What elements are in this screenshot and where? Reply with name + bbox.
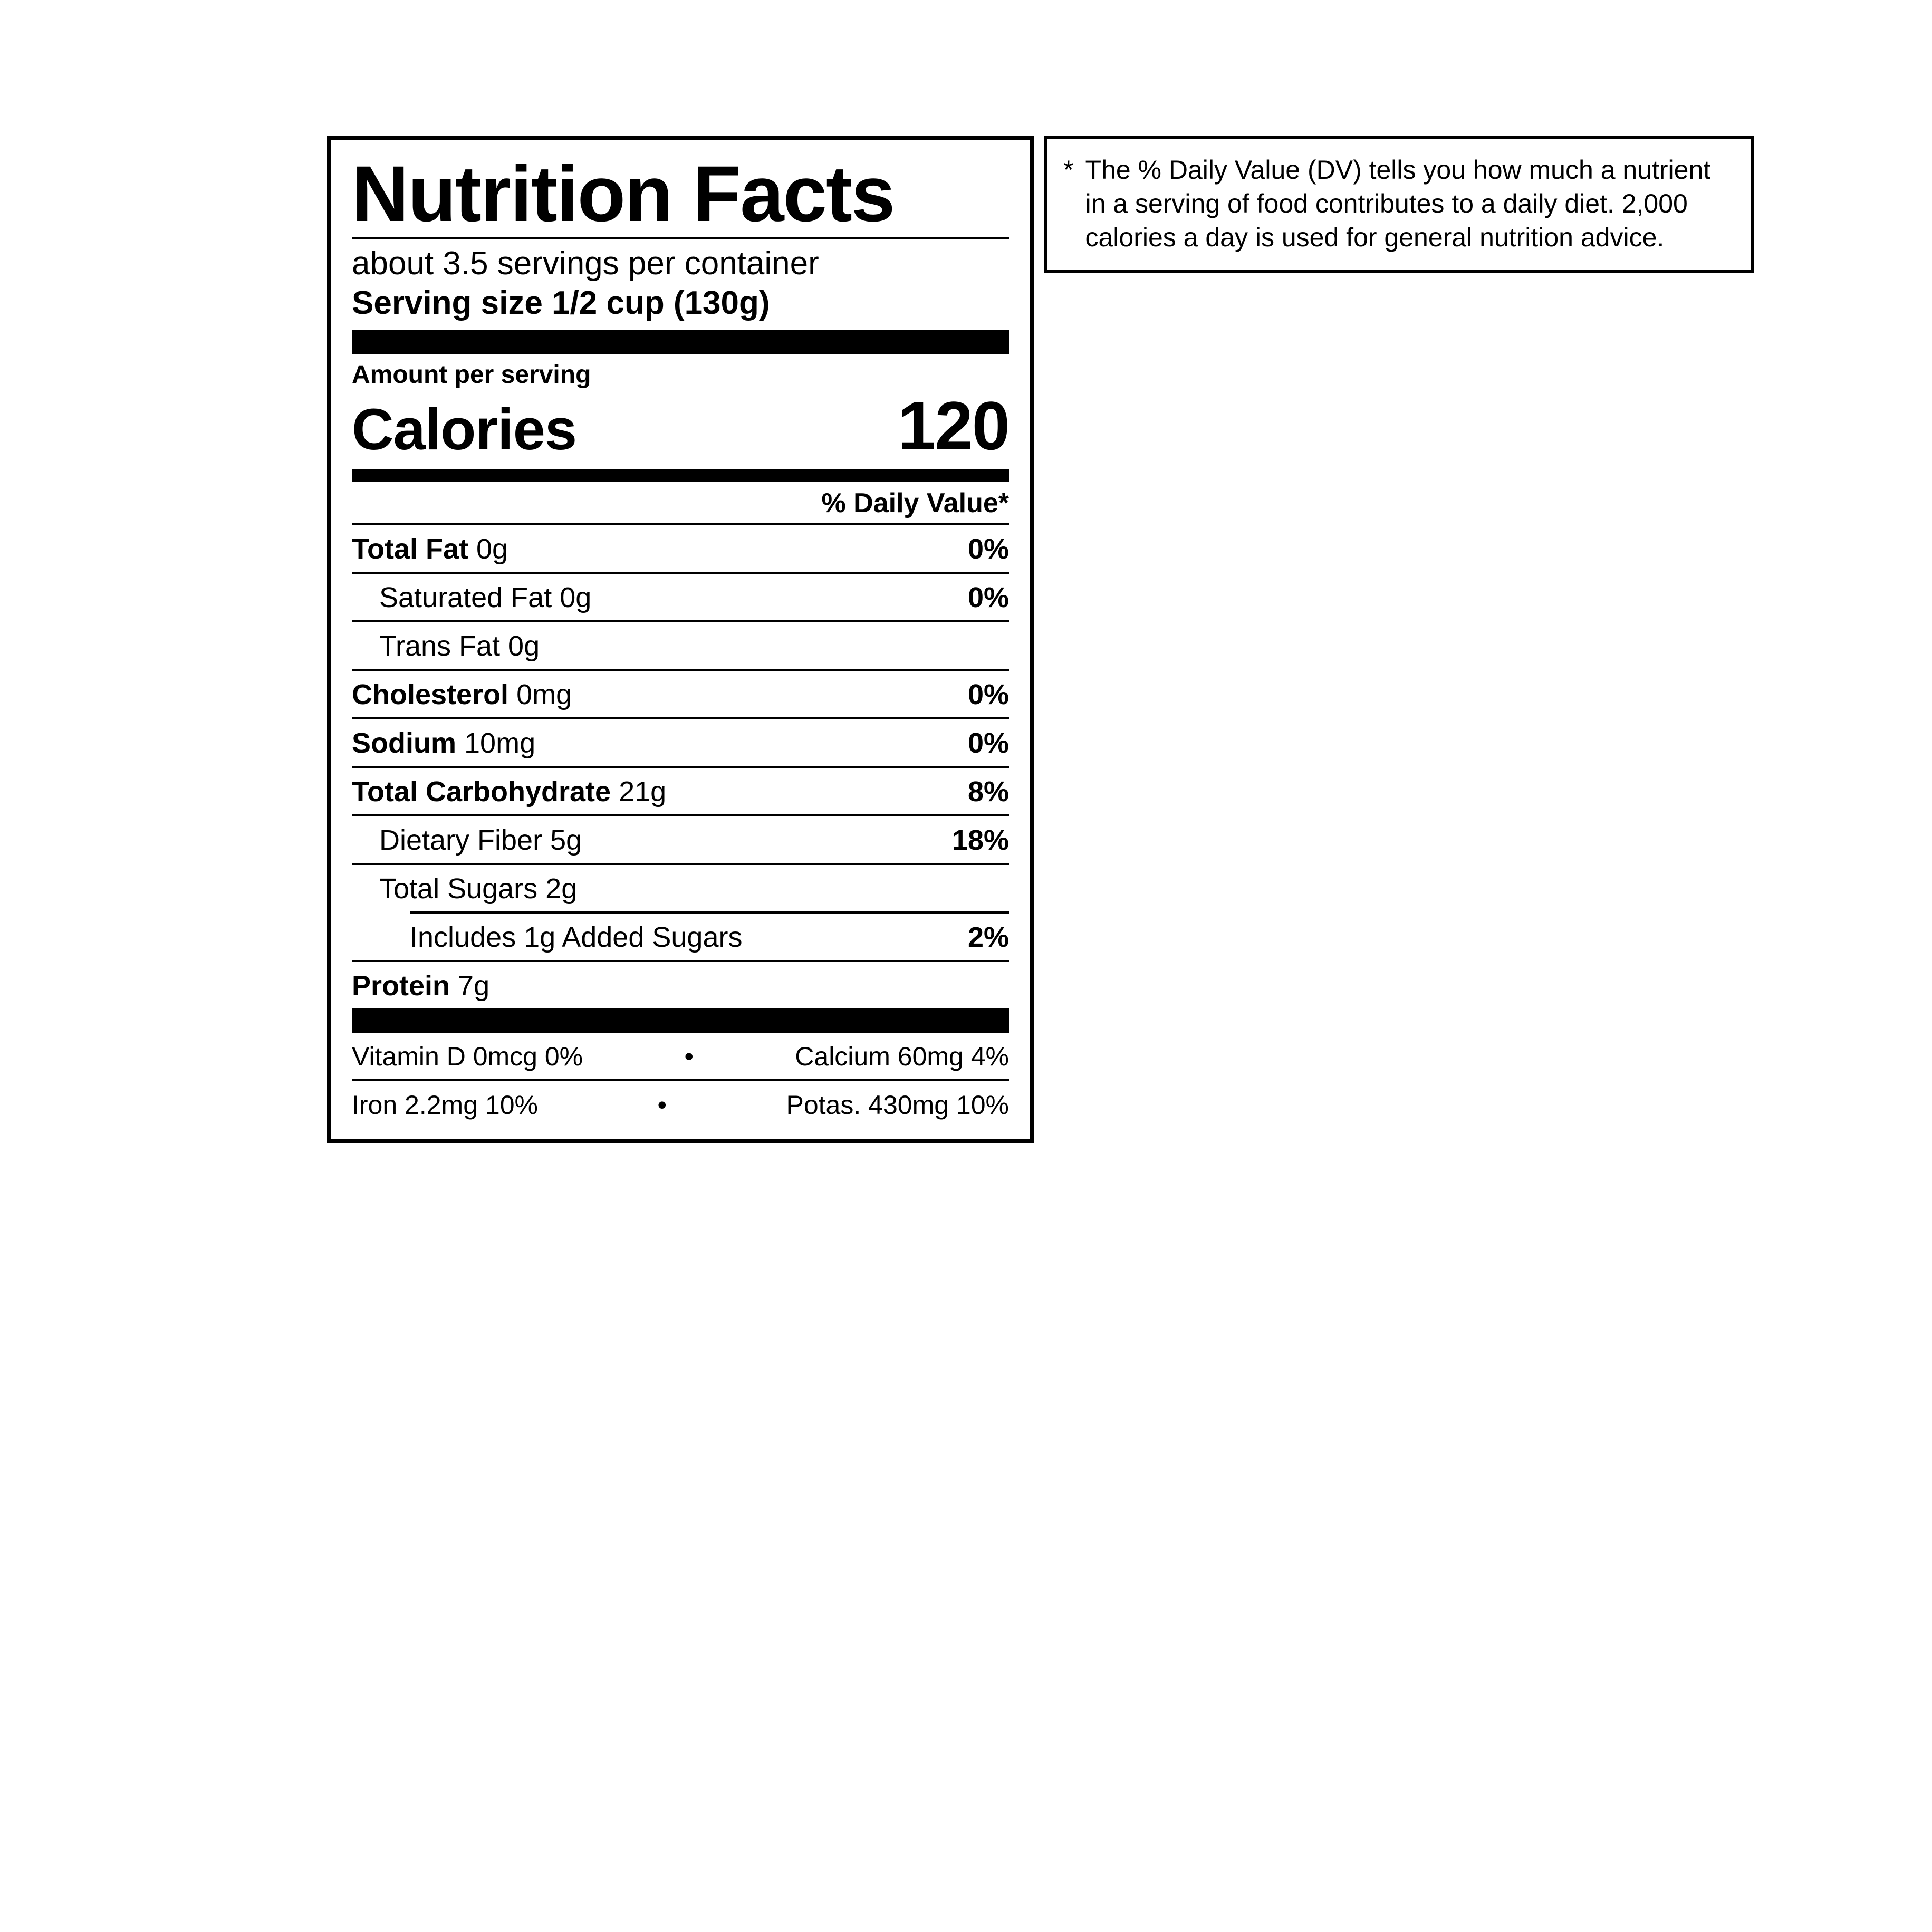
- nutrient-label-saturated-fat: Saturated Fat 0g: [379, 581, 592, 613]
- serving-size: Serving size 1/2 cup (130g): [352, 285, 770, 322]
- divider-thick-top: [352, 330, 1009, 354]
- footnote-asterisk: *: [1063, 155, 1074, 185]
- divider-under-calories: [352, 469, 1009, 482]
- nutrient-row-cholesterol: [352, 671, 1009, 717]
- nutrient-amount-protein: 7g: [458, 969, 490, 1002]
- calories-value: 120: [898, 387, 1009, 464]
- nutrient-name-protein: Protein: [352, 969, 450, 1002]
- nutrient-amount-sodium: 10mg: [464, 727, 536, 759]
- nutrient-label-total-fat: [352, 533, 508, 565]
- potassium-value: Potas. 430mg 10%: [786, 1090, 1009, 1120]
- nutrient-label-protein: [352, 969, 489, 1002]
- nutrient-amount-total-fat: 0g: [476, 533, 508, 565]
- nutrient-label-sodium: [352, 727, 535, 760]
- nutrient-row-total-fat: [352, 525, 1009, 572]
- nutrition-facts-title: Nutrition Facts: [352, 149, 895, 238]
- micronutrient-separator-1: •: [684, 1041, 694, 1071]
- nutrient-row-added-sugars: [352, 914, 1009, 960]
- nutrient-label-total-carbohydrate: [352, 775, 666, 808]
- nutrient-pct-sodium: 0%: [967, 727, 1009, 759]
- micronutrient-separator-2: •: [657, 1090, 667, 1120]
- iron-value: Iron 2.2mg 10%: [352, 1090, 538, 1120]
- nutrient-label-trans-fat: Trans Fat 0g: [379, 630, 540, 662]
- nutrient-pct-total-fat: 0%: [967, 533, 1009, 565]
- nutrition-facts-panel: [327, 136, 1034, 1143]
- nutrient-name-sodium: Sodium: [352, 727, 456, 759]
- daily-value-header: % Daily Value*: [821, 487, 1009, 518]
- nutrient-row-trans-fat: [352, 622, 1009, 669]
- servings-per-container: about 3.5 servings per container: [352, 245, 819, 282]
- nutrient-row-total-carbohydrate: [352, 768, 1009, 814]
- nutrient-row-total-sugars: [352, 865, 1009, 911]
- calories-row: [352, 386, 1009, 465]
- nutrient-pct-cholesterol: 0%: [967, 678, 1009, 710]
- nutrient-label-cholesterol: [352, 678, 572, 711]
- micronutrient-row-1: [352, 1033, 1009, 1079]
- vitamin-d-value: Vitamin D 0mcg 0%: [352, 1041, 583, 1071]
- footnote-inner: [1063, 153, 1735, 254]
- footnote-text: The % Daily Value (DV) tells you how much a nutrient in a serving of food contributes to a daily diet. 2,000 calories a day is used for general nutrition advice.: [1085, 155, 1711, 252]
- nutrient-label-total-sugars: Total Sugars 2g: [379, 872, 578, 905]
- nutrient-name-cholesterol: Cholesterol: [352, 678, 509, 710]
- micronutrient-row-2: [352, 1081, 1009, 1128]
- nutrient-row-sodium: [352, 719, 1009, 766]
- nutrient-name-total-fat: Total Fat: [352, 533, 468, 565]
- nutrient-name-total-carbohydrate: Total Carbohydrate: [352, 775, 611, 808]
- nutrient-amount-total-carbohydrate: 21g: [619, 775, 667, 808]
- nutrient-row-protein: [352, 962, 1009, 1008]
- nutrient-pct-added-sugars: 2%: [967, 921, 1009, 953]
- daily-value-footnote-box: [1044, 136, 1754, 273]
- nutrient-pct-total-carbohydrate: 8%: [967, 775, 1009, 808]
- nutrient-label-dietary-fiber: Dietary Fiber 5g: [379, 824, 582, 856]
- nutrient-row-dietary-fiber: [352, 816, 1009, 863]
- nutrient-row-saturated-fat: [352, 574, 1009, 620]
- amount-per-serving-label: Amount per serving: [352, 360, 591, 389]
- divider-thick-bottom: [352, 1008, 1009, 1033]
- calories-label: Calories: [352, 397, 577, 462]
- nutrient-label-added-sugars: Includes 1g Added Sugars: [410, 921, 743, 953]
- nutrient-pct-dietary-fiber: 18%: [951, 824, 1009, 856]
- calcium-value: Calcium 60mg 4%: [795, 1041, 1009, 1071]
- nutrient-amount-cholesterol: 0mg: [516, 678, 572, 710]
- nutrient-pct-saturated-fat: 0%: [967, 581, 1009, 613]
